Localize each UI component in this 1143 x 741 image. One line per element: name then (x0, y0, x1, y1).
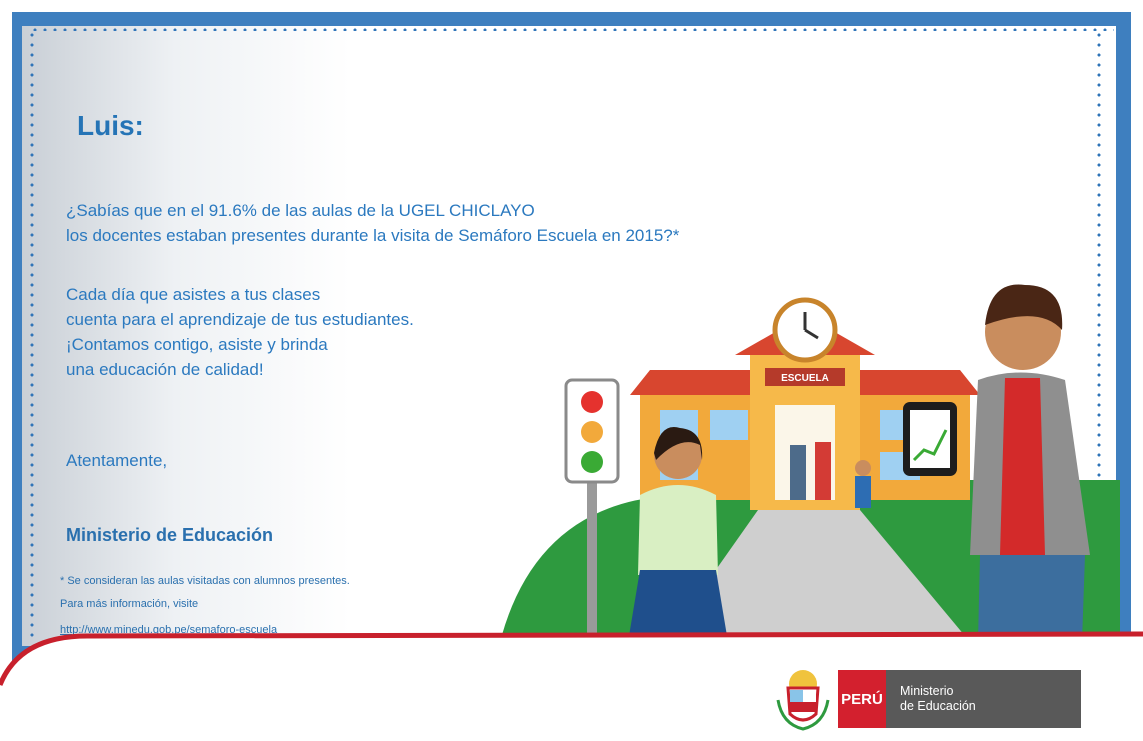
footnote-link[interactable]: http://www.minedu.gob.pe/semaforo-escuela (60, 624, 278, 636)
ministry-line-2: de Educación (900, 699, 976, 713)
school-sign-text: ESCUELA (781, 373, 829, 384)
message-line-1: Cada día que asistes a tus clases (66, 285, 321, 304)
ministry-logo (776, 666, 1081, 732)
peru-badge: PERÚ (838, 670, 886, 728)
footnote-line-1: * Se consideran las aulas visitadas con alumnos presentes. (60, 575, 350, 587)
intro-line-2: los docentes estaban presentes durante la visita de Semáforo Escuela en 2015?* (66, 226, 680, 245)
signature: Ministerio de Educación (66, 525, 274, 545)
traffic-light-red (581, 391, 603, 413)
message-line-3: ¡Contamos contigo, asiste y brinda (66, 335, 328, 354)
message-paragraph (66, 282, 414, 382)
message-line-4: una educación de calidad! (66, 360, 264, 379)
closing: Atentamente, (66, 451, 168, 470)
woman-in-door (815, 442, 831, 500)
intro-line-1: ¿Sabías que en el 91.6% de las aulas de la UGEL CHICLAYO (66, 201, 535, 220)
footnote-line-2: Para más información, visite (60, 598, 199, 610)
child-head (855, 460, 871, 476)
traffic-light-amber (581, 421, 603, 443)
dotted-border-left (30, 30, 34, 640)
school-illustration (500, 270, 1120, 642)
message-line-2: cuenta para el aprendizaje de tus estudiantes. (66, 310, 414, 329)
adult-in-door (790, 445, 806, 500)
man-shirt (1000, 378, 1045, 555)
window-left-2 (710, 410, 748, 440)
coat-of-arms-icon (776, 666, 830, 732)
intro-paragraph (66, 198, 679, 248)
traffic-light-green (581, 451, 603, 473)
greeting: Luis: (77, 110, 144, 141)
child-body (855, 476, 871, 508)
woman-body (638, 485, 718, 575)
ministry-line-1: Ministerio (900, 684, 954, 698)
ministry-badge (886, 670, 1081, 728)
dotted-border-top (30, 28, 1114, 31)
roof-right (840, 370, 980, 395)
